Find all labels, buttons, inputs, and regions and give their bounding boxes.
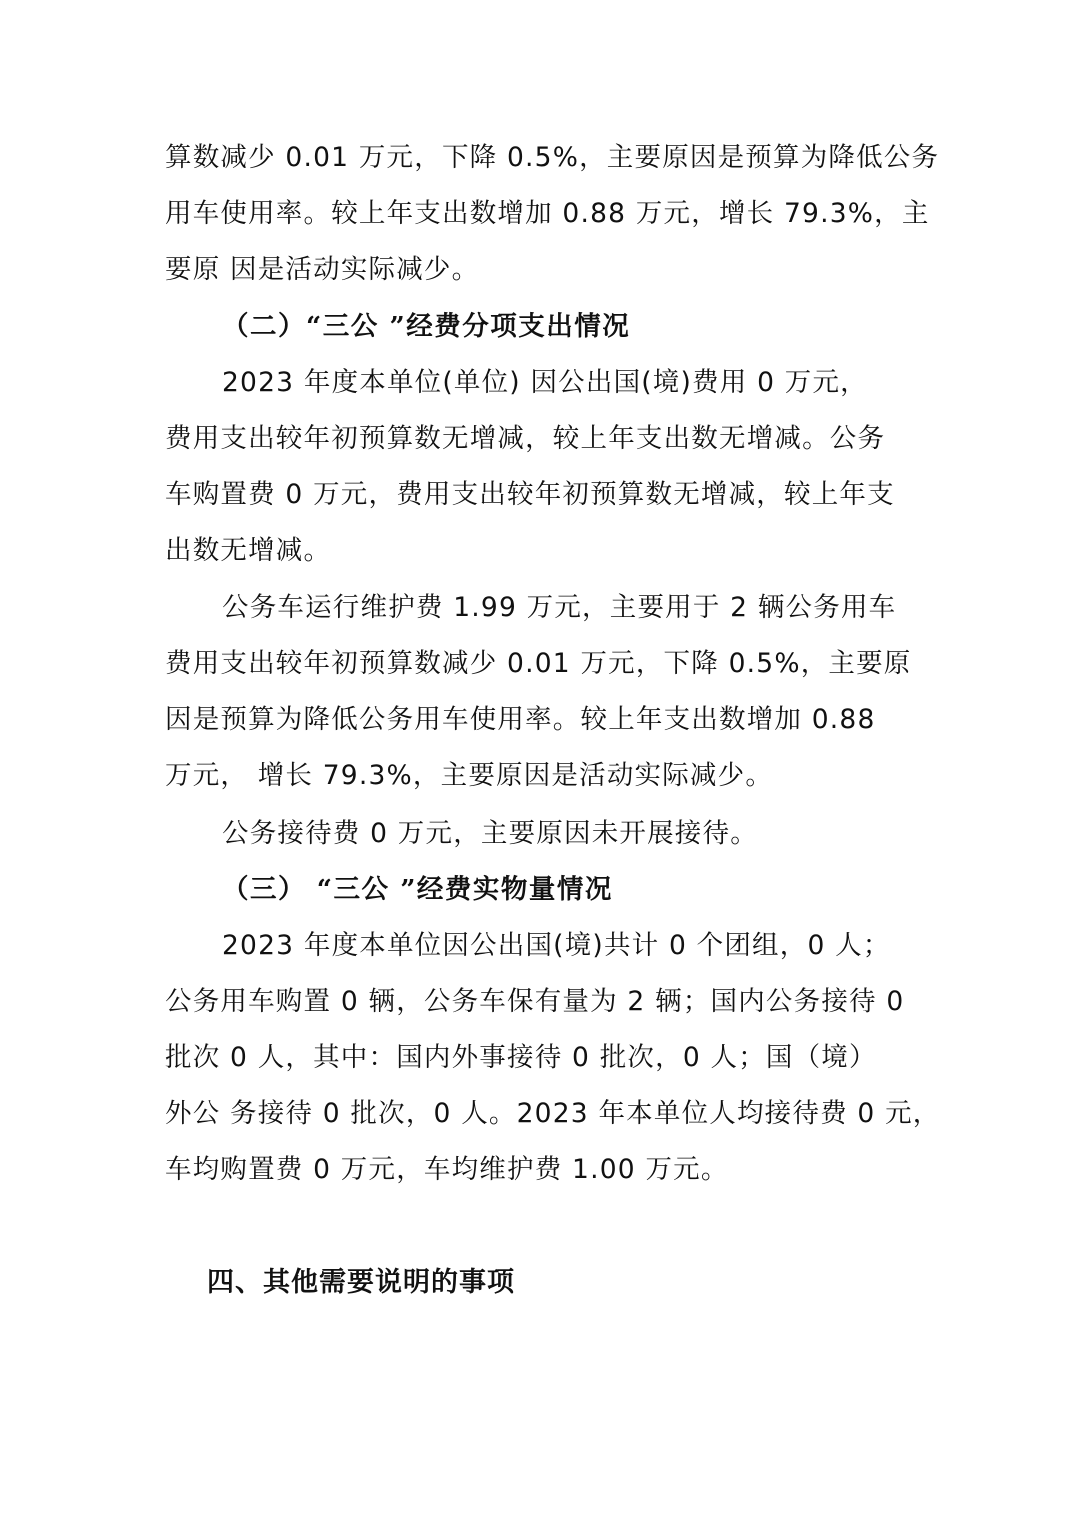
text-line: 费用支出较年初预算数减少 0.01 万元，下降 0.5%，主要原 (165, 648, 912, 679)
text-line: 公务车运行维护费 1.99 万元，主要用于 2 辆公务用车 (222, 592, 897, 623)
paragraph-physical-quantity (165, 918, 941, 1198)
text-line: 万元， 增长 79.3%，主要原因是活动实际减少。 (165, 760, 774, 791)
text-line: 2023 年度本单位(单位) 因公出国(境)费用 0 万元， (222, 367, 868, 398)
text-line: 2023 年度本单位因公出国(境)共计 0 个团组，0 人； (222, 930, 891, 961)
paragraph-continuation (165, 130, 940, 298)
text-line: 批次 0 人，其中：国内外事接待 0 批次，0 人；国（境） (165, 1042, 877, 1073)
paragraph-overseas-expense (165, 355, 925, 579)
text-line: 费用支出较年初预算数无增减，较上年支出数无增减。公务 (165, 423, 886, 454)
text-line: 出数无增减。 (165, 535, 332, 566)
subsection-heading-2: （二）“三公 ”经费分项支出情况 (222, 311, 631, 342)
text-line: 车均购置费 0 万元，车均维护费 1.00 万元。 (165, 1154, 729, 1185)
text-line: 公务接待费 0 万元，主要原因未开展接待。 (222, 818, 758, 849)
text-line: 用车使用率。较上年支出数增加 0.88 万元，增长 79.3%，主 (165, 198, 930, 229)
text-line: 要原 因是活动实际减少。 (165, 254, 480, 285)
section-heading-4: 四、其他需要说明的事项 (207, 1267, 515, 1298)
text-line: 公务用车购置 0 辆，公务车保有量为 2 辆；国内公务接待 0 (165, 986, 905, 1017)
text-line: 车购置费 0 万元，费用支出较年初预算数无增减，较上年支 (165, 479, 895, 510)
paragraph-vehicle-maintenance (165, 580, 925, 804)
paragraph-reception (165, 806, 925, 862)
text-line: 算数减少 0.01 万元，下降 0.5%，主要原因是预算为降低公务 (165, 142, 940, 173)
text-line: 外公 务接待 0 批次，0 人。2023 年本单位人均接待费 0 元， (165, 1098, 941, 1129)
subsection-heading-3: （三） “三公 ”经费实物量情况 (222, 874, 613, 905)
text-line: 因是预算为降低公务用车使用率。较上年支出数增加 0.88 (165, 704, 876, 735)
